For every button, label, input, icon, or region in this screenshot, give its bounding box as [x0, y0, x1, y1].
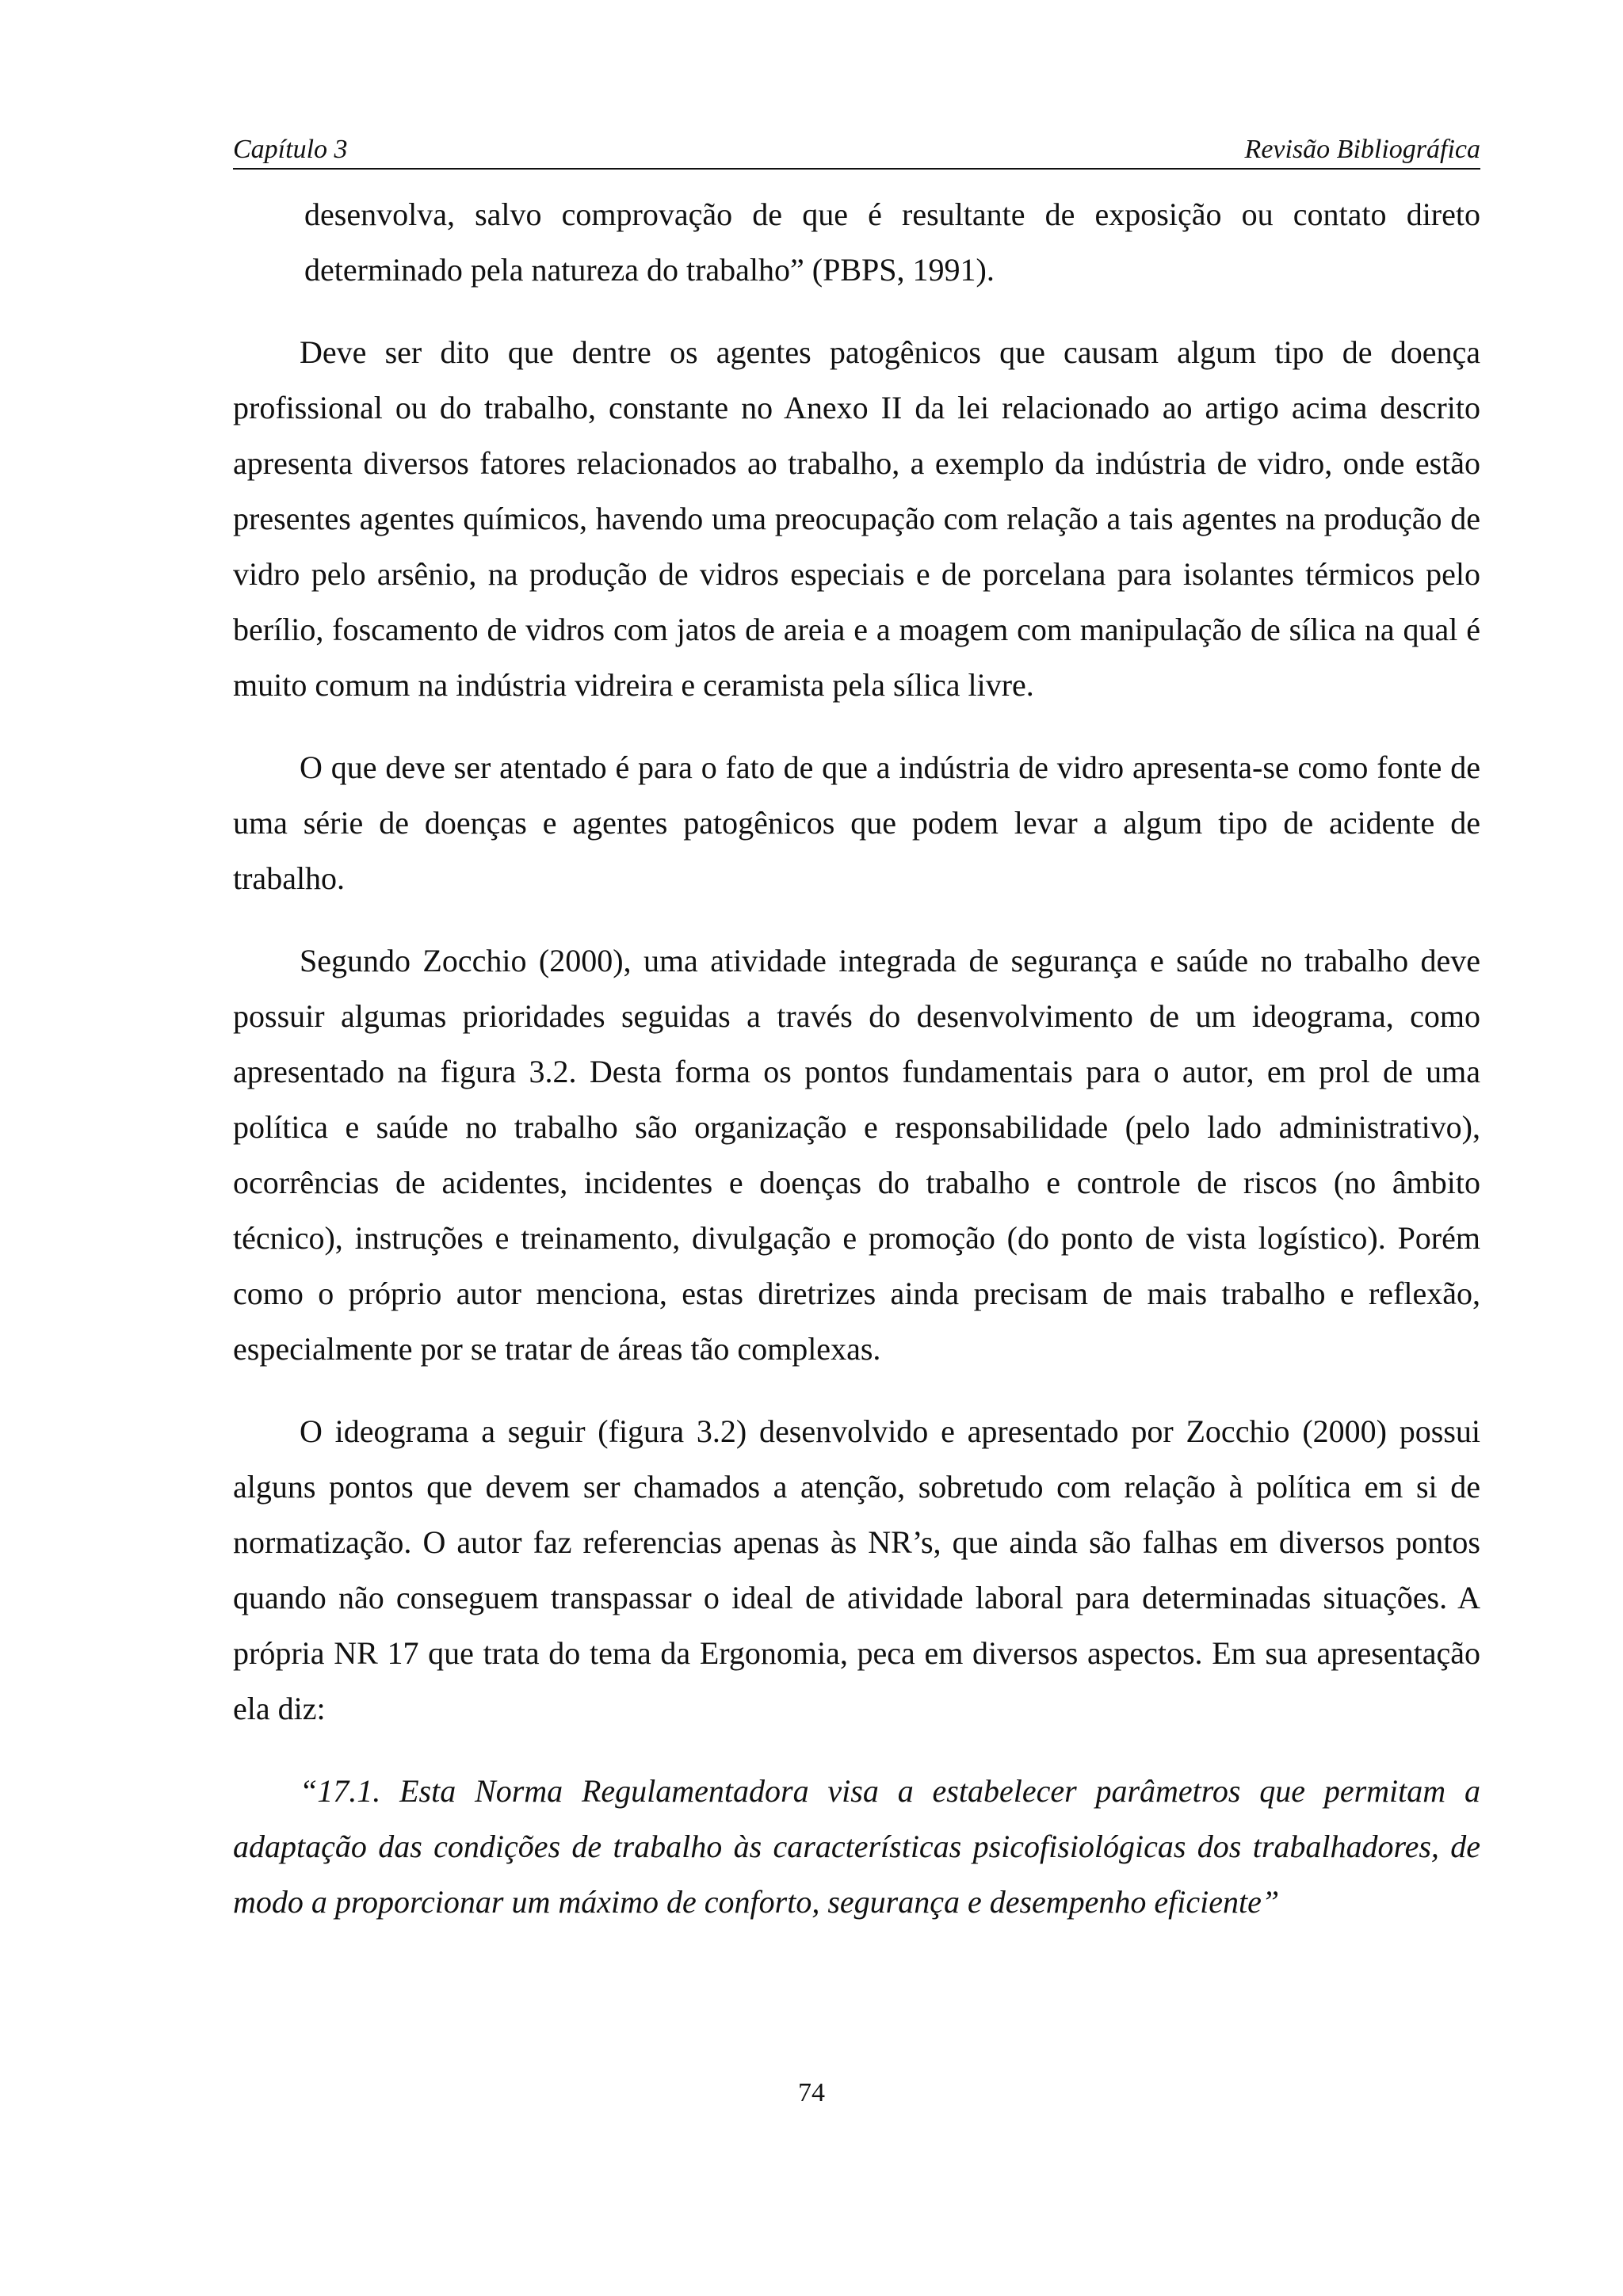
section-label: Revisão Bibliográfica: [1244, 135, 1480, 164]
body-text: [233, 187, 1480, 1957]
page-number: 74: [798, 2078, 825, 2107]
paragraph-zocchio: Segundo Zocchio (2000), uma atividade integrada de segurança e saúde no trabalho deve possuir algumas prioridades seguidas a través do desenvolvimento de um ideograma, como apresentado na figura 3.2. Desta forma os pontos fundamentais para o autor, em prol de uma política e saúde no trabalho são organização e responsabilidade (pelo lado administrativo), ocorrências de acidentes, incidentes e doenças do trabalho e controle de riscos (no âmbito técnico), instruções e treinamento, divulgação e promoção (do ponto de vista logístico). Porém como o próprio autor menciona, estas diretrizes ainda precisam de mais trabalho e reflexão, especialmente por se tratar de áreas tão complexas.: [233, 943, 1480, 1367]
paragraph-ideograma: O ideograma a seguir (figura 3.2) desenvolvido e apresentado por Zocchio (2000) possui alguns pontos que devem ser chamados a atenção, sobretudo com relação à política em si de normatização. O autor faz referencias apenas às NR’s, que ainda são falhas em diversos pontos quando não conseguem transpassar o ideal de atividade laboral para determinadas situações. A própria NR 17 que trata do tema da Ergonomia, peca em diversos aspectos. Em sua apresentação ela diz:: [233, 1413, 1480, 1726]
running-header: [233, 132, 1480, 170]
chapter-label: Capítulo 3: [233, 135, 348, 164]
paragraph-agentes-patogenicos: Deve ser dito que dentre os agentes patogênicos que causam algum tipo de doença profissional ou do trabalho, constante no Anexo II da lei relacionado ao artigo acima descrito apresenta diversos fatores relacionados ao trabalho, a exemplo da indústria de vidro, onde estão presentes agentes químicos, havendo uma preocupação com relação a tais agentes na produção de vidro pelo arsênio, na produção de vidros especiais e de porcelana para isolantes térmicos pelo berílio, foscamento de vidros com jatos de areia e a moagem com manipulação de sílica na qual é muito comum na indústria vidreira e ceramista pela sílica livre.: [233, 334, 1480, 703]
paragraph-industria-vidro: O que deve ser atentado é para o fato de que a indústria de vidro apresenta-se como fonte de uma série de doenças e agentes patogênicos que podem levar a algum tipo de acidente de trabalho.: [233, 749, 1480, 896]
quote-nr17: “17.1. Esta Norma Regulamentadora visa a estabelecer parâmetros que permitam a adaptação das condições de trabalho às características psicofisiológicas dos trabalhadores, de modo a proporcionar um máximo de conforto, segurança e desempenho eficiente”: [233, 1773, 1480, 1920]
paragraph-continuation: desenvolva, salvo comprovação de que é resultante de exposição ou contato direto determinado pela natureza do trabalho” (PBPS, 1991).: [304, 196, 1480, 288]
